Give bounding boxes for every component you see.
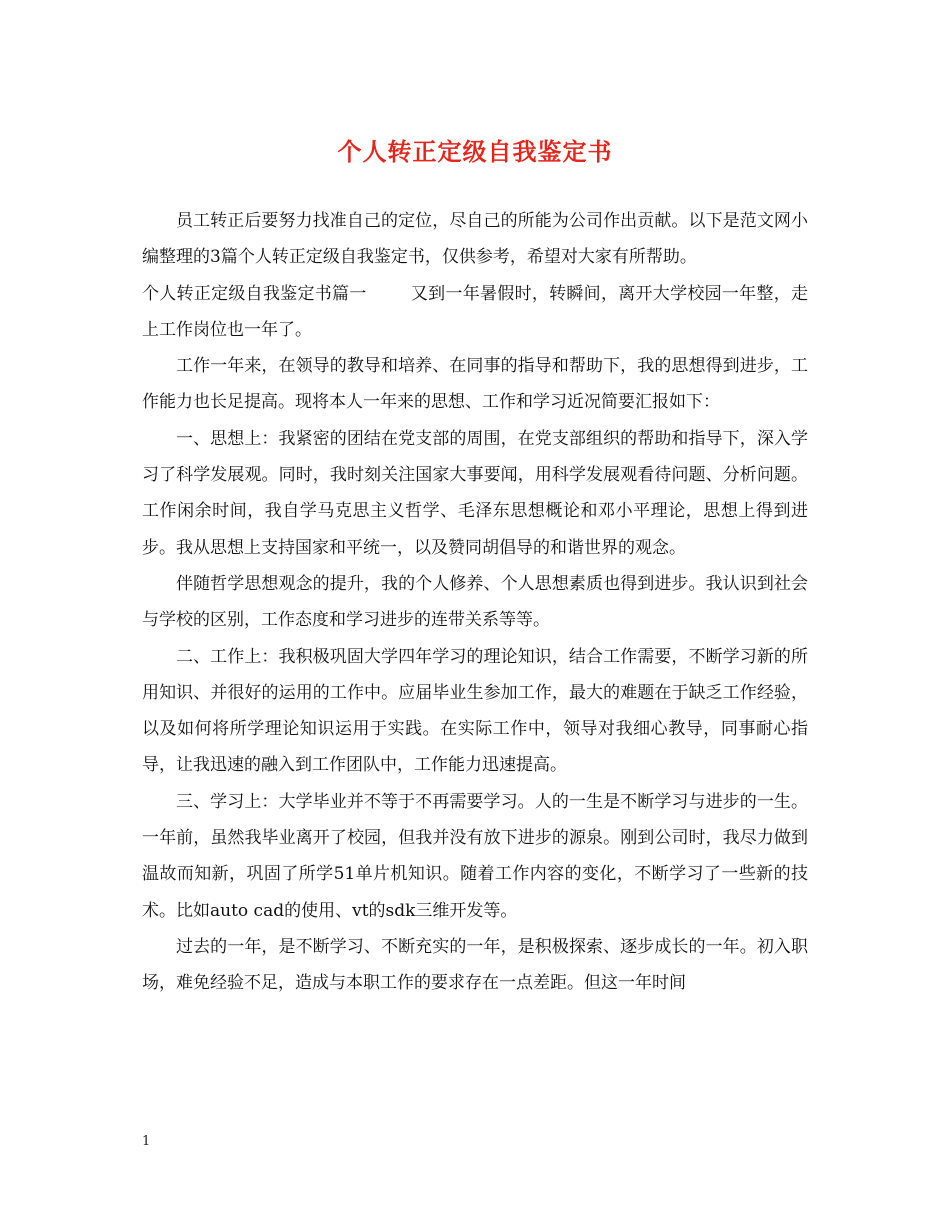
body-paragraph: 工作一年来，在领导的教导和培养、在同事的指导和帮助下，我的思想得到进步，工作能力也长足提高。现将本人一年来的思想、工作和学习近况简要汇报如下： [142, 356, 808, 413]
page-number: 1 [142, 1134, 151, 1149]
body-paragraph: 二、工作上：我积极巩固大学四年学习的理论知识，结合工作需要，不断学习新的所用知识、并很好的运用的工作中。应届毕业生参加工作，最大的难题在于缺乏工作经验，以及如何将所学理论知识运用于实践。在实际工作中，领导对我细心教导，同事耐心指导，让我迅速的融入到工作团队中，工作能力迅速提高。 [142, 646, 808, 776]
body-paragraph: 三、学习上：大学毕业并不等于不再需要学习。人的一生是不断学习与进步的一生。一年前，虽然我毕业离开了校园，但我并没有放下进步的源泉。刚到公司时，我尽力做到温故而知新，巩固了所学51单片机知识。随着工作内容的变化，不断学习了一些新的技术。比如auto cad的使用、vt的sdk三维开发等。 [142, 791, 808, 921]
body-paragraph: 伴随哲学思想观念的提升，我的个人修养、个人思想素质也得到进步。我认识到社会与学校的区别，工作态度和学习进步的连带关系等等。 [142, 573, 808, 631]
document-body [142, 203, 808, 1002]
section-heading: 个人转正定级自我鉴定书篇一 [142, 283, 367, 304]
page-title: 个人转正定级自我鉴定书 [337, 137, 613, 166]
body-paragraph: 一、思想上：我紧密的团结在党支部的周围，在党支部组织的帮助和指导下，深入学习了科学发展观。同时，我时刻关注国家大事要闻，用科学发展观看待问题、分析问题。工作闲余时间，我自学马克思主义哲学、毛泽东思想概论和邓小平理论，思想上得到进步。我从思想上支持国家和平统一，以及赞同胡倡导的和谐世界的观念。 [142, 428, 808, 558]
section-lead: 又到一年暑假时，转瞬间，离开大学校园一年整，走上工作岗位也一年了。 [142, 283, 809, 340]
intro-paragraph: 员工转正后要努力找准自己的定位，尽自己的所能为公司作出贡献。以下是范文网小编整理的3篇个人转正定级自我鉴定书，仅供参考，希望对大家有所帮助。 [142, 211, 808, 268]
body-paragraph: 过去的一年，是不断学习、不断充实的一年，是积极探索、逐步成长的一年。初入职场，难免经验不足，造成与本职工作的要求存在一点差距。但这一年时间 [142, 936, 808, 994]
section-first-paragraph [142, 276, 808, 349]
